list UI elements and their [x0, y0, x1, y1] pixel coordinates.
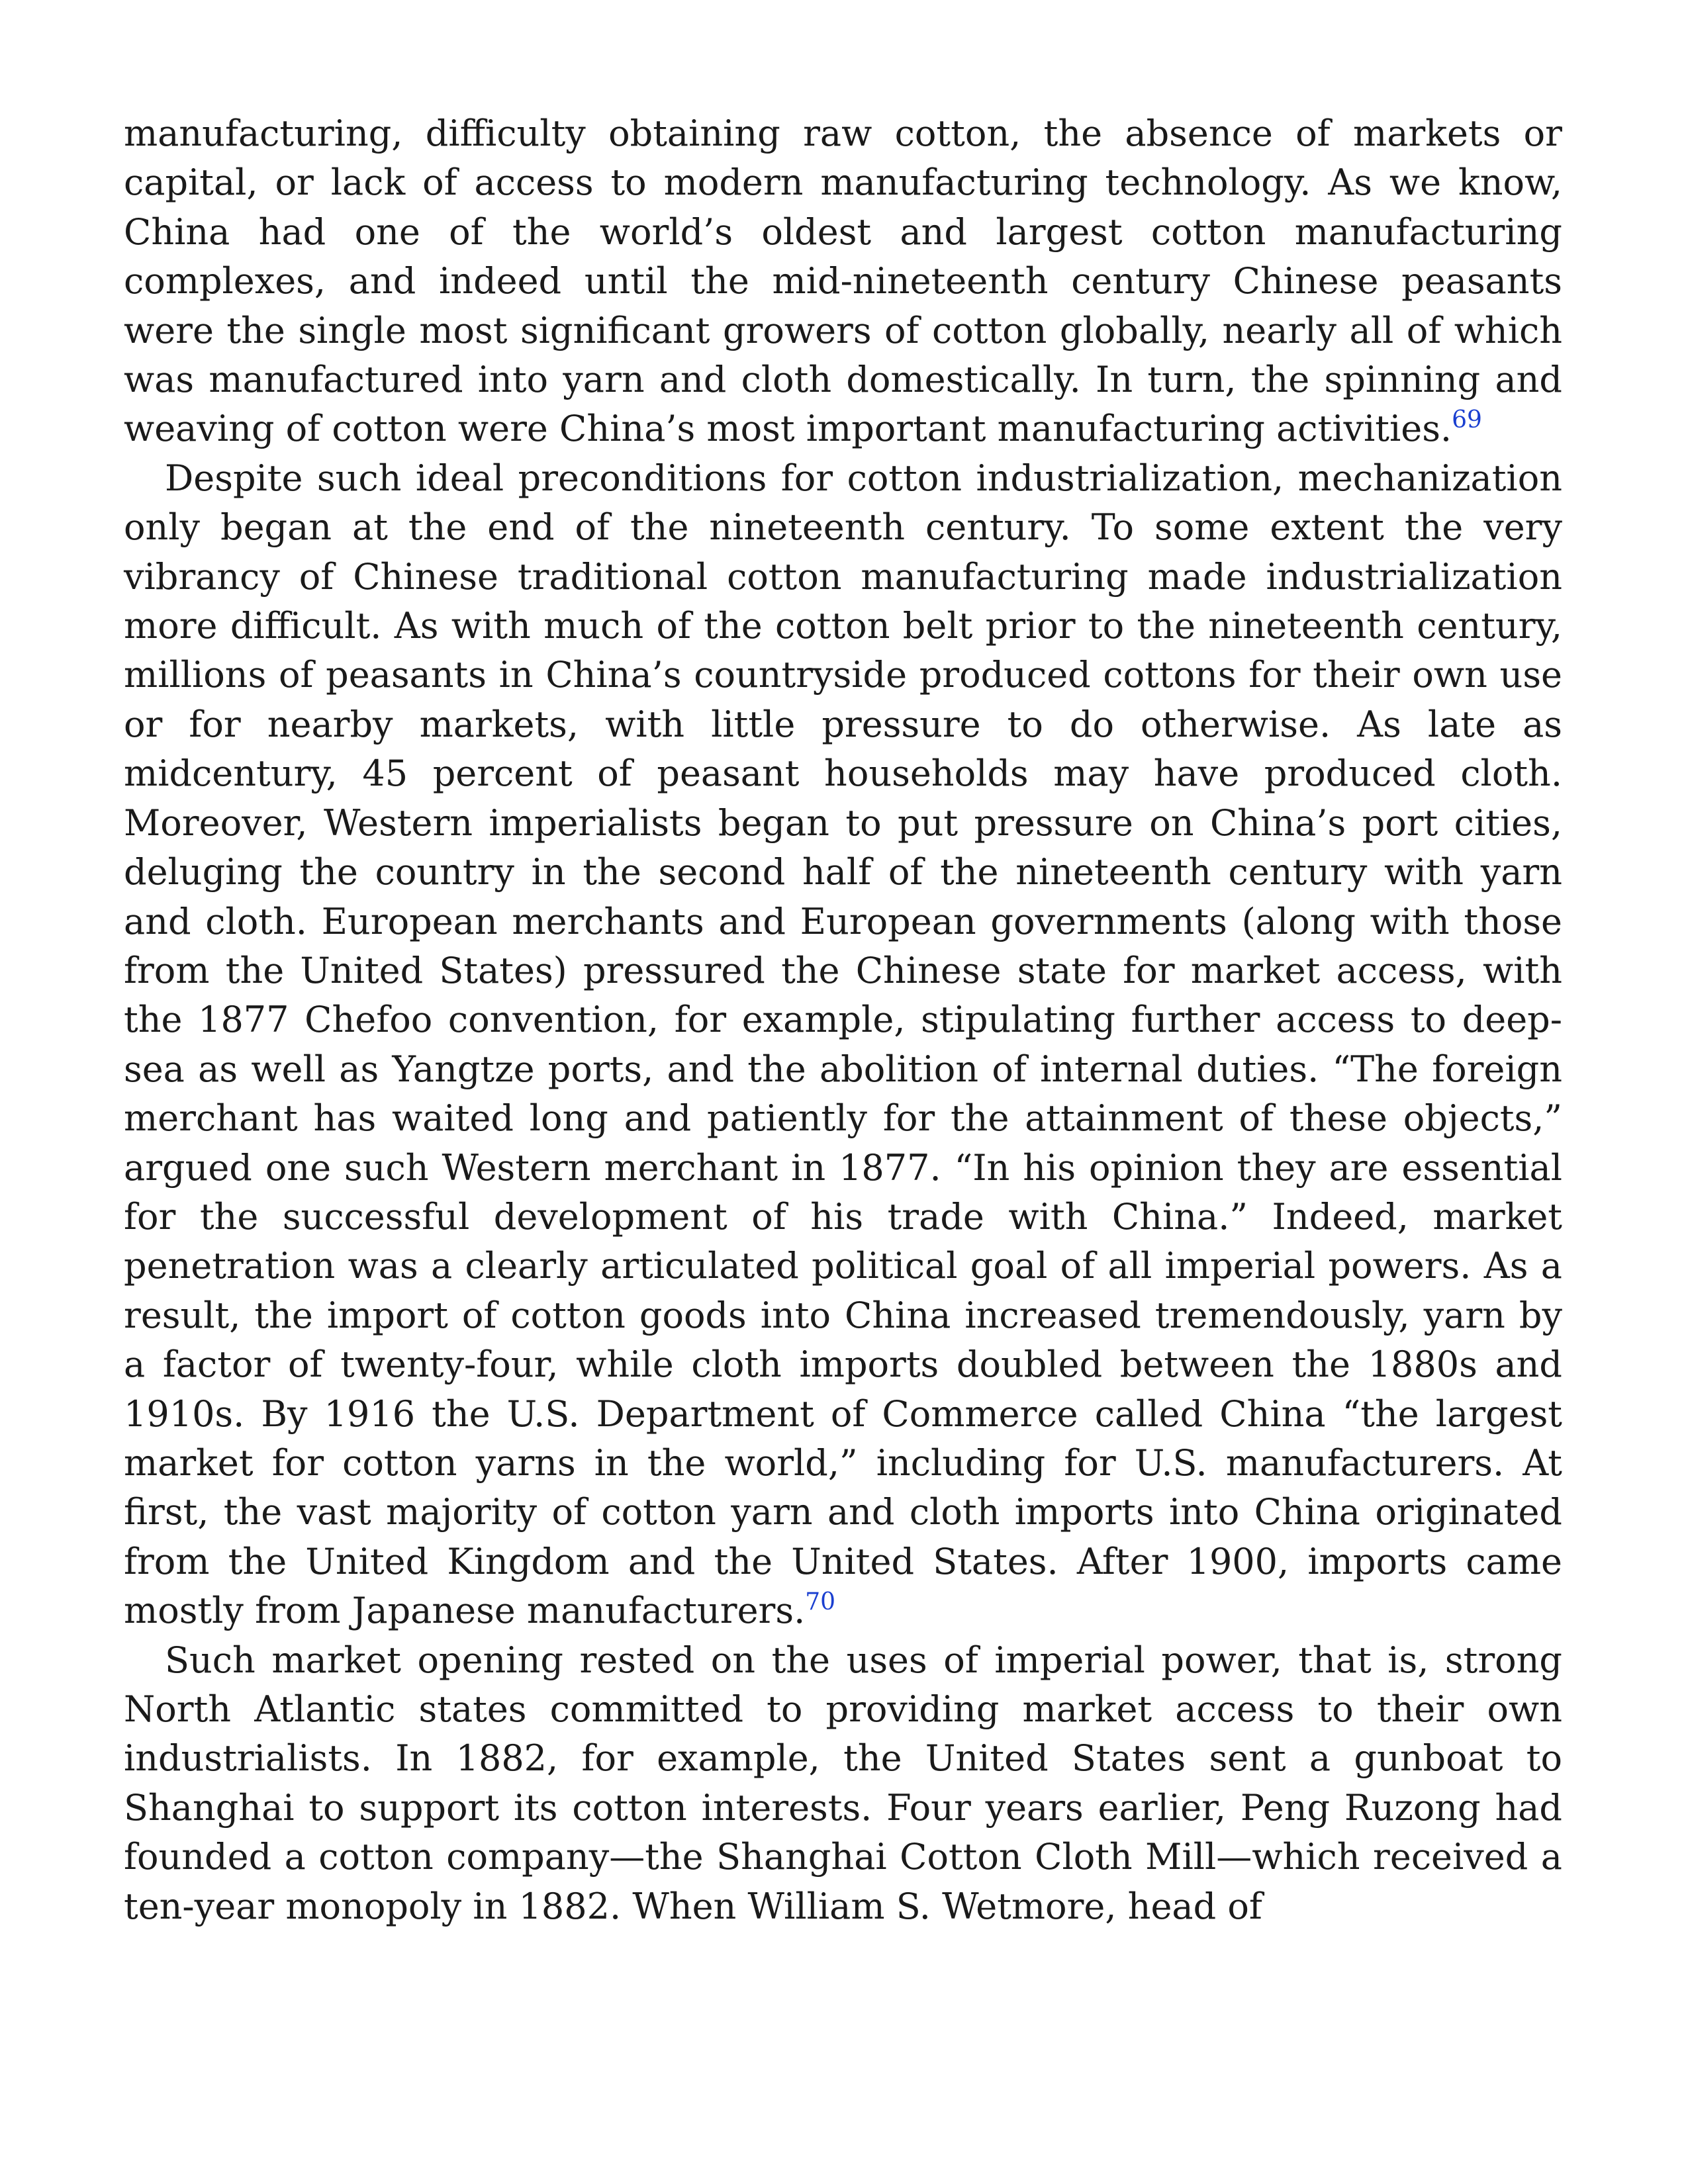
page-body: [124, 109, 1562, 1931]
paragraph-2-text: Despite such ideal preconditions for cotton industrialization, mechanization only began at the end of the nineteenth century. To some extent the very vibrancy of Chinese traditional cotton manufacturing made industrialization more difficult. As with much of the cotton belt prior to the nineteenth century, millions of peasants in China’s countryside produced cottons for their own use or for nearby markets, with little pressure to do otherwise. As late as midcentury, 45 percent of peasant households may have produced cloth. Moreover, Western imperialists began to put pressure on China’s port cities, deluging the country in the second half of the nineteenth century with yarn and cloth. European merchants and European governments (along with those from the United States) pressured the Chinese state for market access, with the 1877 Chefoo convention, for example, stipulating further access to deep-sea as well as Yangtze ports, and the abolition of internal duties. “The foreign merchant has waited long and patiently for the attainment of these objects,” argued one such Western merchant in 1877. “In his opinion they are essential for the successful development of his trade with China.” Indeed, market penetration was a clearly articulated political goal of all imperial powers. As a result, the import of cotton goods into China increased tremendously, yarn by a factor of twenty-four, while cloth imports doubled between the 1880s and 1910s. By 1916 the U.S. Department of Commerce called China “the largest market for cotton yarns in the world,” including for U.S. manufacturers. At first, the vast majority of cotton yarn and cloth imports into China originated from the United Kingdom and the United States. After 1900, imports came mostly from Japanese manufacturers.: [124, 457, 1562, 1632]
footnote-ref-69[interactable]: 69: [1452, 406, 1482, 434]
paragraph-3: [124, 1636, 1562, 1931]
paragraph-1: [124, 109, 1562, 454]
paragraph-1-text: manufacturing, difficulty obtaining raw cotton, the absence of markets or capital, or lack of access to modern manufacturing technology. As we know, China had one of the world’s oldest and largest cotton manufacturing complexes, and indeed until the mid-nineteenth century Chinese peasants were the single most significant growers of cotton globally, nearly all of which was manufactured into yarn and cloth domestically. In turn, the spinning and weaving of cotton were China’s most important manufacturing activities.: [124, 113, 1562, 450]
paragraph-2: [124, 454, 1562, 1636]
footnote-ref-70[interactable]: 70: [805, 1588, 836, 1616]
paragraph-3-text: Such market opening rested on the uses of imperial power, that is, strong North Atlantic states committed to providing market access to their own industrialists. In 1882, for example, the United States sent a gunboat to Shanghai to support its cotton interests. Four years earlier, Peng Ruzong had founded a cotton company—the Shanghai Cotton Cloth Mill—which received a ten-year monopoly in 1882. When William S. Wetmore, head of: [124, 1639, 1562, 1927]
